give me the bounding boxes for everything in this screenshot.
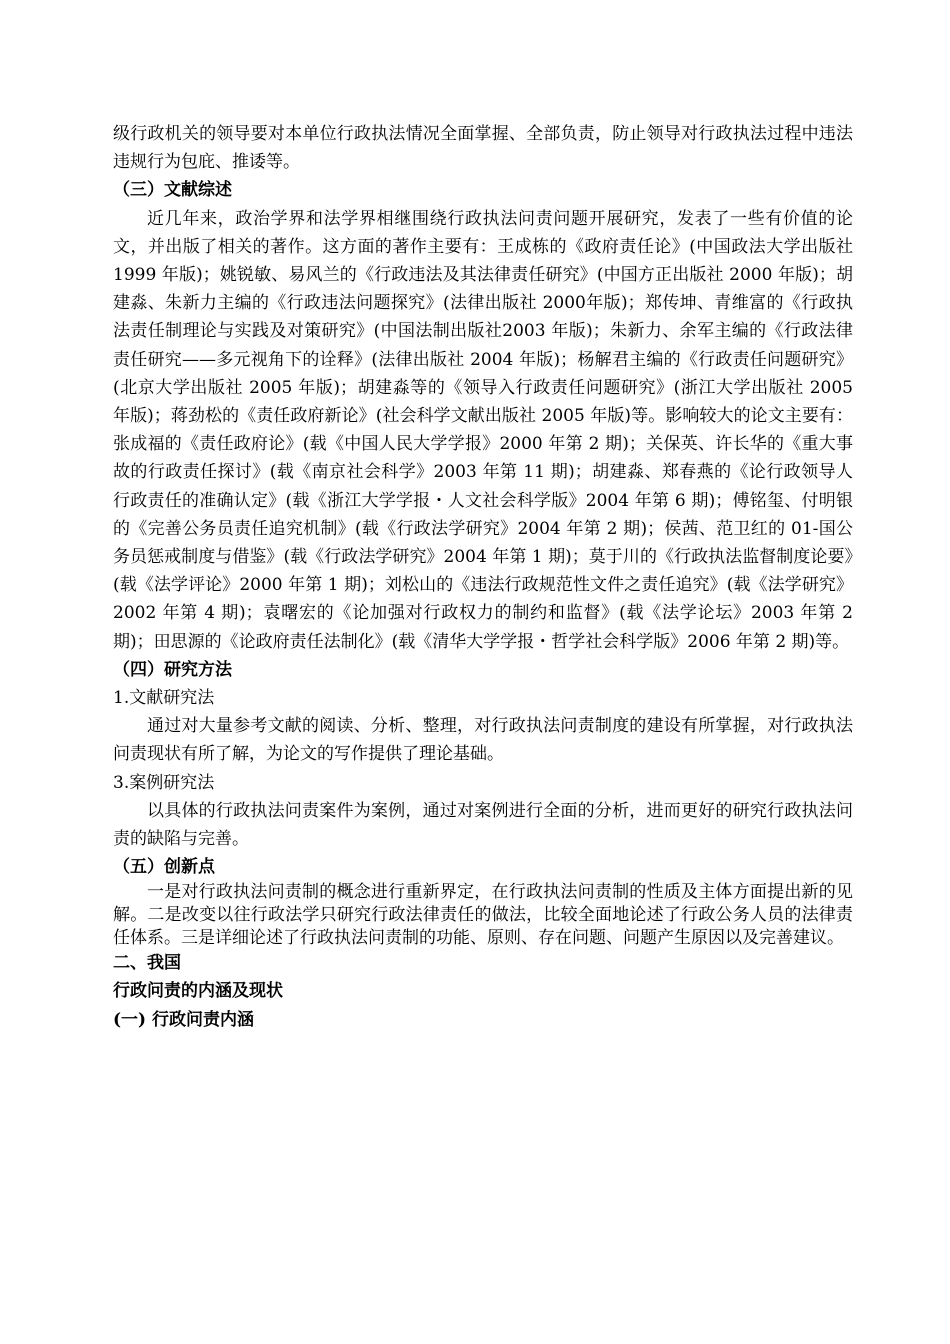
heading-method-literature: 1.文献研究法 <box>113 688 215 709</box>
literature-review-paragraph: 近几年来，政治学界和法学界相继围绕行政执法问责问题开展研究，发表了一些有价值的论文，并出版了相关的著作。这方面的著作主要有：王成栋的《政府责任论》(中国政法大学出版社 1999 年版)；姚锐敏、易风兰的《行政违法及其法律责任研究》(中国方正出版社 2000 年版)；胡建淼、朱新力主编的《行政违法问题探究》(法律出版社 2000年版)；郑传坤、青维富的《行政执法责任制理论与实践及对策研究》(中国法制出版社2003 年版)；朱新力、余军主编的《行政法律责任研究——多元视角下的诠释》(法律出版社 2004 年版)；杨解君主编的《行政责任问题研究》(北京大学出版社 2005 年版)；胡建淼等的《领导入行政责任问题研究》(浙江大学出版社 2005 年版)；蒋劲松的《责任政府新论》(社会科学文献出版社 2005 年版)等。影响较大的论文主要有：张成福的《责任政府论》(载《中国人民大学学报》2000 年第 2 期)；关保英、许长华的《重大事故的行政责任探讨》(载《南京社会科学》2003 年第 11 期)；胡建淼、郑春燕的《论行政领导人行政责任的准确认定》(载《浙江大学学报・人文社会科学版》2004 年第 6 期)；傅铭玺、付明银的《完善公务员责任追究机制》(载《行政法学研究》2004 年第 2 期)；侯茜、范卫红的 01-国公务员惩戒制度与借鉴》(载《行政法学研究》2004 年第 1 期)；莫于川的《行政执法监督制度论要》(载《法学评论》2000 年第 1 期)；刘松山的《违法行政规范性文件之责任追究》(载《法学研究》2002 年第 4 期)；袁曙宏的《论加强对行政权力的制约和监督》(载《法学论坛》2003 年第 2 期)；田思源的《论政府责任法制化》(载《清华大学学报・哲学社会科学版》2006 年第 2 期)等。 <box>113 208 853 652</box>
method-case-study-paragraph: 以具体的行政执法问责案件为案例，通过对案例进行全面的分析，进而更好的研究行政执法问责的缺陷与完善。 <box>113 800 853 850</box>
heading-chapter-two-title: 行政问责的内涵及现状 <box>113 981 283 1002</box>
heading-innovation: （五）创新点 <box>113 857 215 878</box>
heading-literature-review: （三）文献综述 <box>113 180 232 201</box>
intro-paragraph: 级行政机关的领导要对本单位行政执法情况全面掌握、全部负责，防止领导对行政执法过程中违法违规行为包庇、推诿等。 <box>113 124 853 173</box>
method-literature-paragraph: 通过对大量参考文献的阅读、分析、整理，对行政执法问责制度的建设有所掌握，对行政执法问责现状有所了解，为论文的写作提供了理论基础。 <box>113 716 853 765</box>
heading-section-one: (一) 行政问责内涵 <box>113 1009 255 1030</box>
heading-method-case-study: 3.案例研究法 <box>113 772 215 793</box>
heading-chapter-two: 二、我国 <box>113 953 181 974</box>
innovation-paragraph: 一是对行政执法问责制的概念进行重新界定，在行政执法问责制的性质及主体方面提出新的见解。二是改变以往行政法学只研究行政法律责任的做法，比较全面地论述了行政公务人员的法律责任体系。三是详细论述了行政执法问责制的功能、原则、存在问题、问题产生原因以及完善建议。 <box>113 882 853 948</box>
document-page <box>113 120 853 1034</box>
heading-research-methods: （四）研究方法 <box>113 659 232 680</box>
